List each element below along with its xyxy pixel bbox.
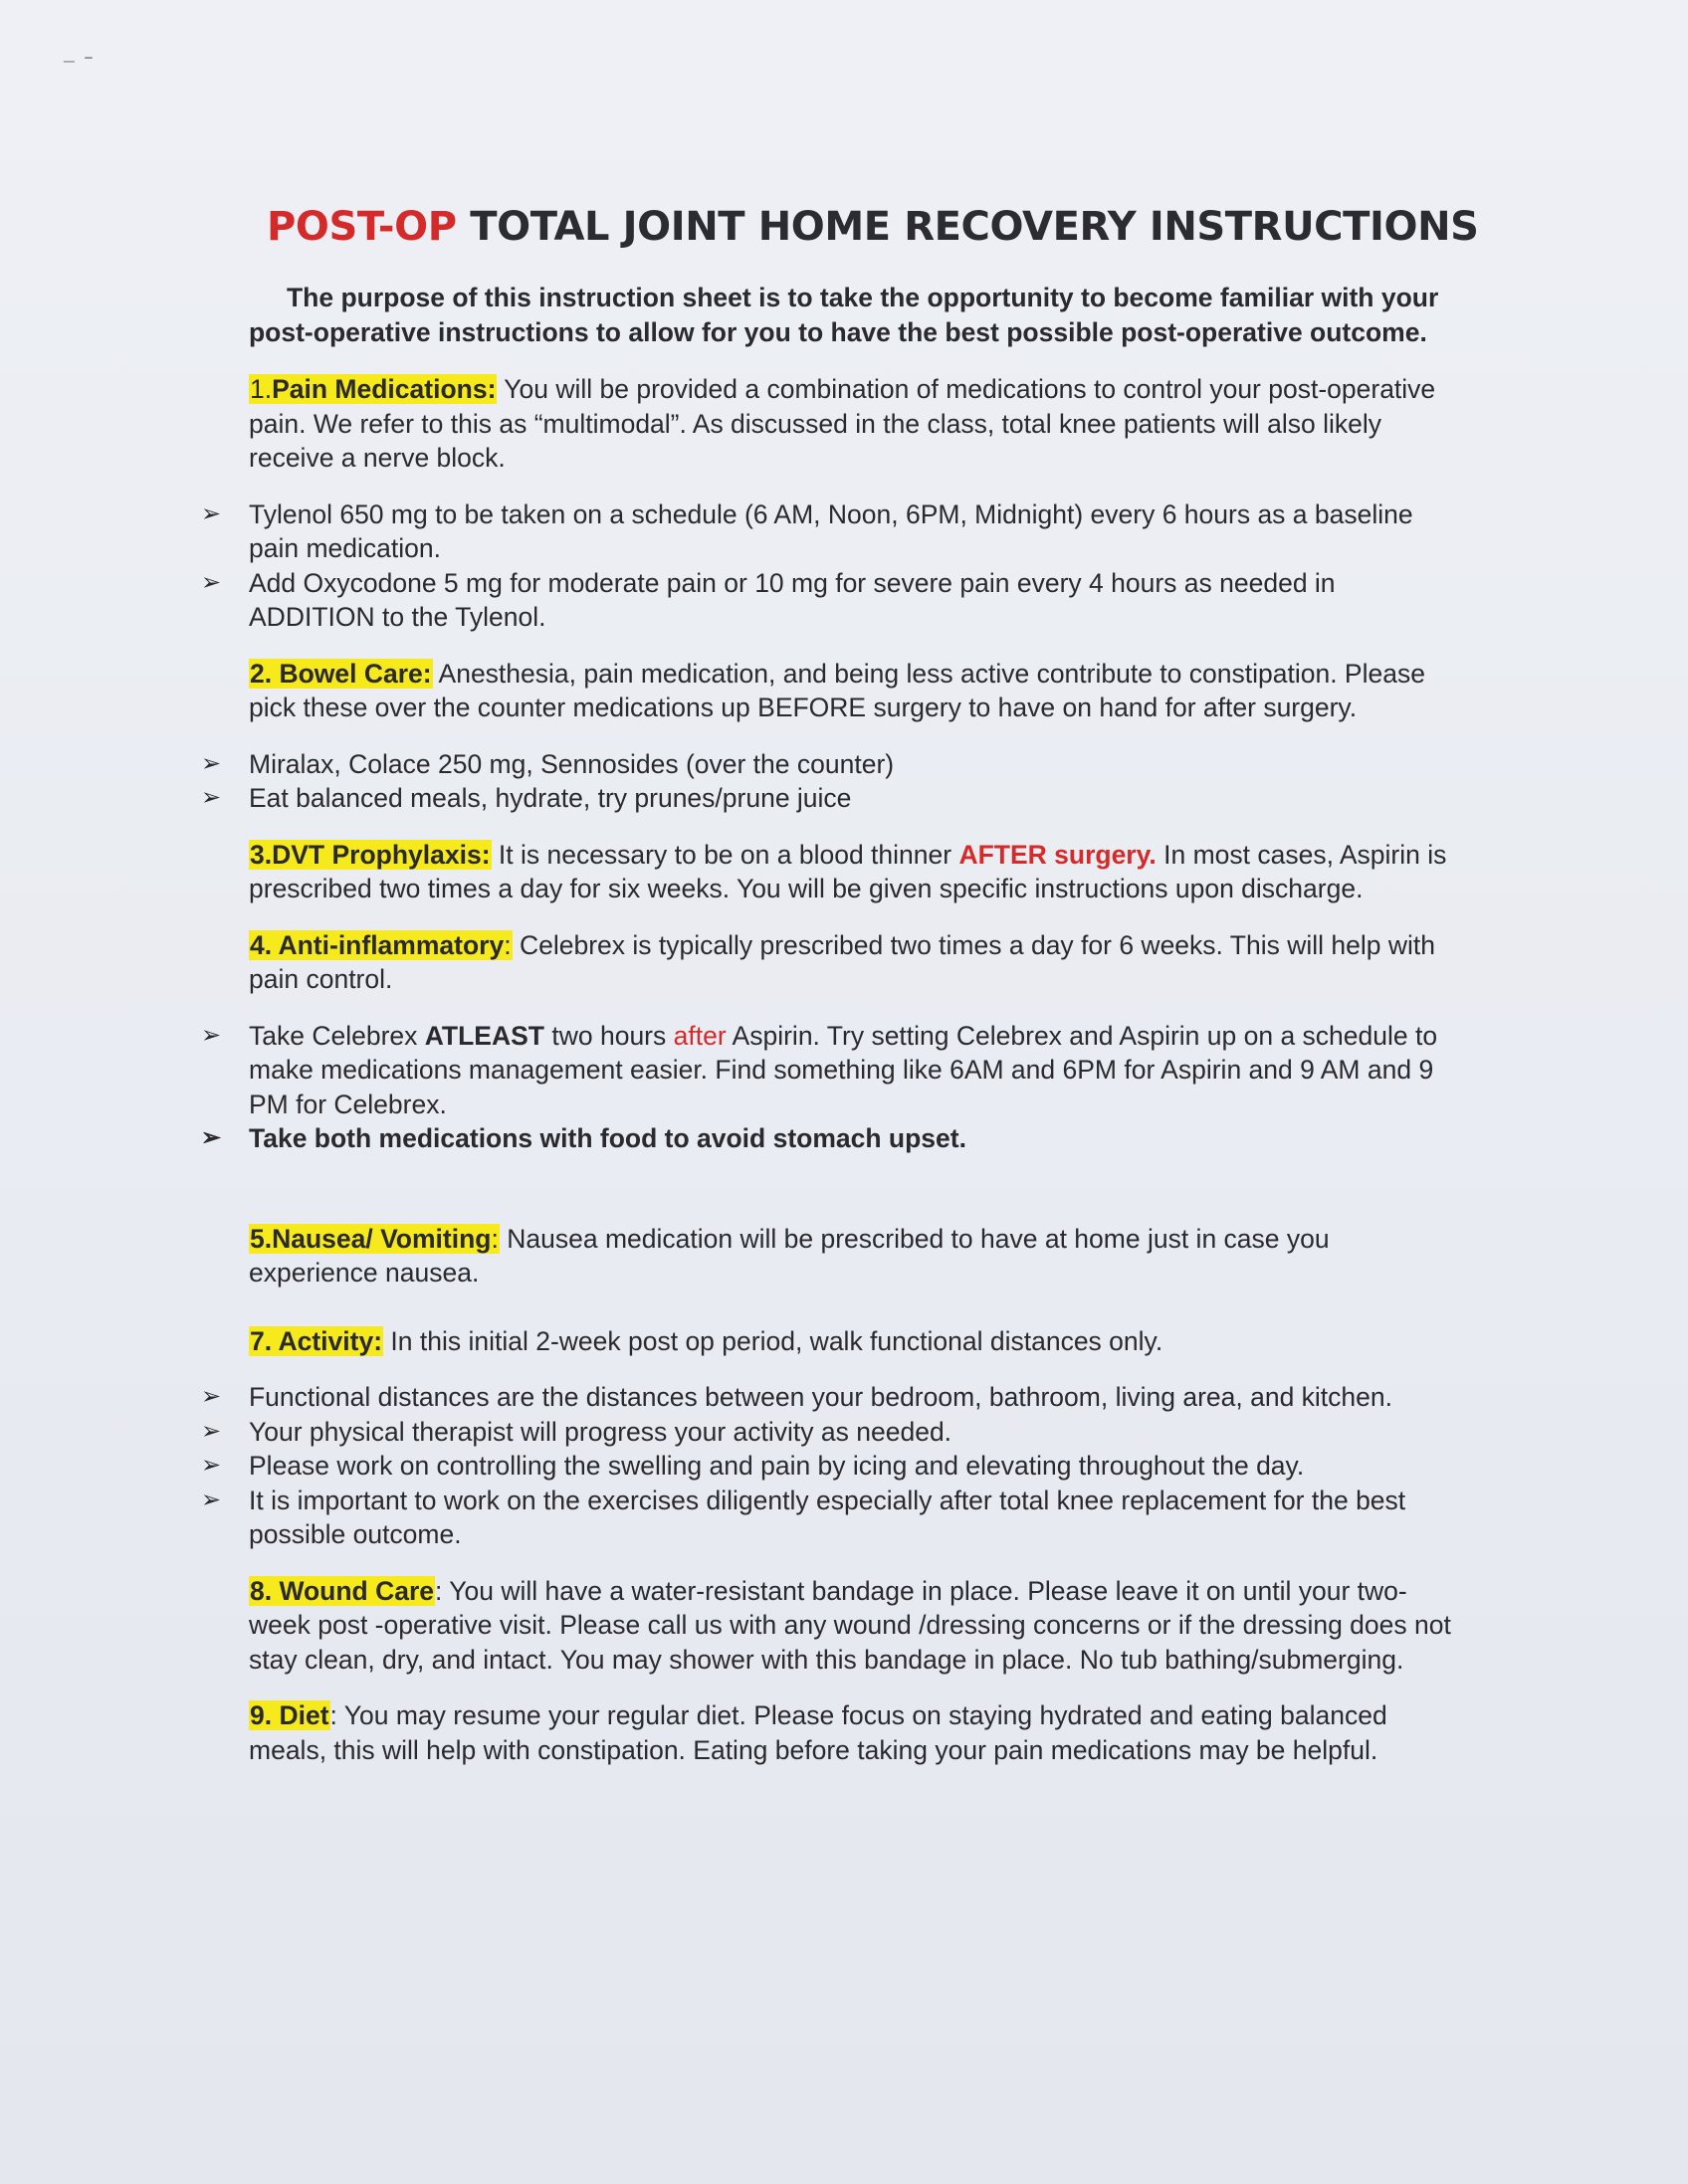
arrow-bullet-icon: ➢ <box>201 784 222 811</box>
title-red: POST-OP <box>267 204 457 250</box>
list-item-text: It is important to work on the exercises diligently especially after total knee replacement for the best possible outcome. <box>249 1485 1406 1549</box>
scan-mark: ⁻ ˉ <box>62 51 94 82</box>
section-7-heading: 7. Activity: <box>250 1325 383 1356</box>
arrow-bullet-icon: ➢ <box>201 1452 222 1479</box>
title-rest: TOTAL JOINT HOME RECOVERY INSTRUCTIONS <box>470 204 1479 250</box>
section-7-list <box>201 1380 1453 1552</box>
section-3-heading: 3.DVT Prophylaxis: <box>250 839 491 870</box>
section-4-list <box>201 1019 1453 1156</box>
section-9-text: : You may resume your regular diet. Please focus on staying hydrated and eating balanced meals, this will help with constipation. Eating before taking your pain medications may be helpful. <box>249 1700 1387 1765</box>
section-pain-medications <box>201 372 1453 635</box>
section-4-label: 4. Anti-inflammatory <box>250 929 505 960</box>
arrow-bullet-icon: ➢ <box>201 749 222 777</box>
list-item <box>201 1019 1453 1122</box>
list-item-text: Your physical therapist will progress your activity as needed. <box>249 1416 952 1447</box>
section-2-heading: 2. Bowel Care: <box>250 658 432 689</box>
list-item <box>201 1415 1453 1450</box>
section-dvt-prophylaxis <box>249 838 1453 906</box>
section-1-label: Pain Medications: <box>272 374 497 404</box>
section-5-label: 5.Nausea/ Vomiting <box>250 1223 492 1254</box>
list-item <box>201 1121 1453 1156</box>
list-item <box>201 781 1453 816</box>
list-item <box>201 566 1453 635</box>
section-1-paragraph <box>249 372 1453 476</box>
list-item-text: Add Oxycodone 5 mg for moderate pain or 10 mg for severe pain every 4 hours as needed in ADDITION to the Tylenol. <box>249 567 1336 632</box>
list-item <box>201 1484 1453 1552</box>
section-3-emphasis: AFTER surgery. <box>958 839 1157 870</box>
section-1-list <box>201 497 1453 635</box>
arrow-bullet-icon: ➢ <box>201 1124 222 1151</box>
list-item-red-word: after <box>673 1020 727 1051</box>
document-body <box>201 199 1479 1789</box>
list-item-text: Please work on controlling the swelling and pain by icing and elevating throughout the day. <box>249 1451 1305 1481</box>
arrow-bullet-icon: ➢ <box>201 499 222 527</box>
section-2-list <box>201 747 1453 816</box>
section-8-heading: 8. Wound Care <box>250 1575 435 1606</box>
section-4-text: Celebrex is typically prescribed two times a day for 6 weeks. This will help with pain control. <box>249 929 1435 994</box>
list-item-text: Take Celebrex <box>249 1020 425 1051</box>
section-8-text: : You will have a water-resistant bandage in place. Please leave it on until your two-week post -operative visit. Please call us with any wound /dressing concerns or if the dressing does not stay clean, dry, and intact. You may shower with this bandage in place. No tub bathing/submerging. <box>249 1575 1451 1675</box>
section-anti-inflammatory <box>201 928 1453 1156</box>
arrow-bullet-icon: ➢ <box>201 1417 222 1445</box>
list-item-text: two hours <box>544 1020 674 1051</box>
section-5-heading <box>249 1224 500 1254</box>
arrow-bullet-icon: ➢ <box>201 1486 222 1513</box>
list-item-text: Aspirin. Try setting Celebrex and Aspirin up on a schedule to make medications management easier. Find something like 6AM and 6PM for Aspirin and 9 AM and 9 PM for Celebrex. <box>249 1020 1438 1119</box>
spacer <box>249 1178 1453 1222</box>
section-7-paragraph <box>249 1324 1453 1359</box>
arrow-bullet-icon: ➢ <box>201 1383 222 1410</box>
section-bowel-care <box>201 657 1453 816</box>
section-4-heading <box>249 930 513 960</box>
section-5-colon: : <box>491 1223 499 1254</box>
list-item <box>201 497 1453 566</box>
section-9-paragraph <box>249 1698 1453 1767</box>
intro-paragraph: The purpose of this instruction sheet is to take the opportunity to become familiar with your post-operative instructions to allow for you to have the best possible post-operative outcome. <box>249 283 1439 347</box>
section-wound-care <box>249 1574 1453 1678</box>
section-1-text: You will be provided a combination of medications to control your post-operative pain. We refer to this as “multimodal”. As discussed in the class, total knee patients will also likely receive a nerve block. <box>249 374 1436 473</box>
arrow-bullet-icon: ➢ <box>201 568 222 596</box>
arrow-bullet-icon: ➢ <box>201 1021 222 1049</box>
section-7-text: In this initial 2-week post op period, walk functional distances only. <box>383 1325 1163 1356</box>
section-activity <box>201 1324 1453 1552</box>
section-1-number: 1. <box>250 374 273 404</box>
list-item <box>201 747 1453 782</box>
section-9-heading: 9. Diet <box>250 1700 329 1730</box>
page-title <box>267 199 1479 255</box>
list-item-text: Tylenol 650 mg to be taken on a schedule (6 AM, Noon, 6PM, Midnight) every 6 hours as a baseline pain medication. <box>249 498 1413 563</box>
list-item-text: Eat balanced meals, hydrate, try prunes/prune juice <box>249 783 852 813</box>
section-3-paragraph <box>249 838 1453 906</box>
section-4-paragraph <box>249 928 1453 997</box>
section-5-text: Nausea medication will be prescribed to have at home just in case you experience nausea. <box>249 1223 1330 1288</box>
list-item <box>201 1449 1453 1484</box>
section-3-text-a: It is necessary to be on a blood thinner <box>491 839 959 870</box>
list-item-text: Functional distances are the distances between your bedroom, bathroom, living area, and kitchen. <box>249 1382 1392 1412</box>
section-2-paragraph <box>249 657 1453 725</box>
section-2-text: Anesthesia, pain medication, and being less active contribute to constipation. Please pick these over the counter medications up BEFORE surgery to have on hand for after surgery. <box>249 658 1425 722</box>
section-diet <box>249 1698 1453 1767</box>
section-8-paragraph <box>249 1574 1453 1678</box>
section-1-heading <box>249 374 497 404</box>
list-item-text: Miralax, Colace 250 mg, Sennosides (over the counter) <box>249 748 895 779</box>
section-5-paragraph <box>249 1222 1453 1291</box>
list-item <box>201 1380 1453 1415</box>
list-item-emphasis: ATLEAST <box>424 1020 544 1051</box>
section-nausea-vomiting <box>249 1222 1453 1291</box>
list-item-text: Take both medications with food to avoid stomach upset. <box>249 1123 966 1153</box>
section-3-text-b: In most cases, Aspirin is prescribed two times a day for six weeks. You will be given specific instructions upon discharge. <box>249 839 1447 903</box>
section-4-colon: : <box>504 929 512 960</box>
